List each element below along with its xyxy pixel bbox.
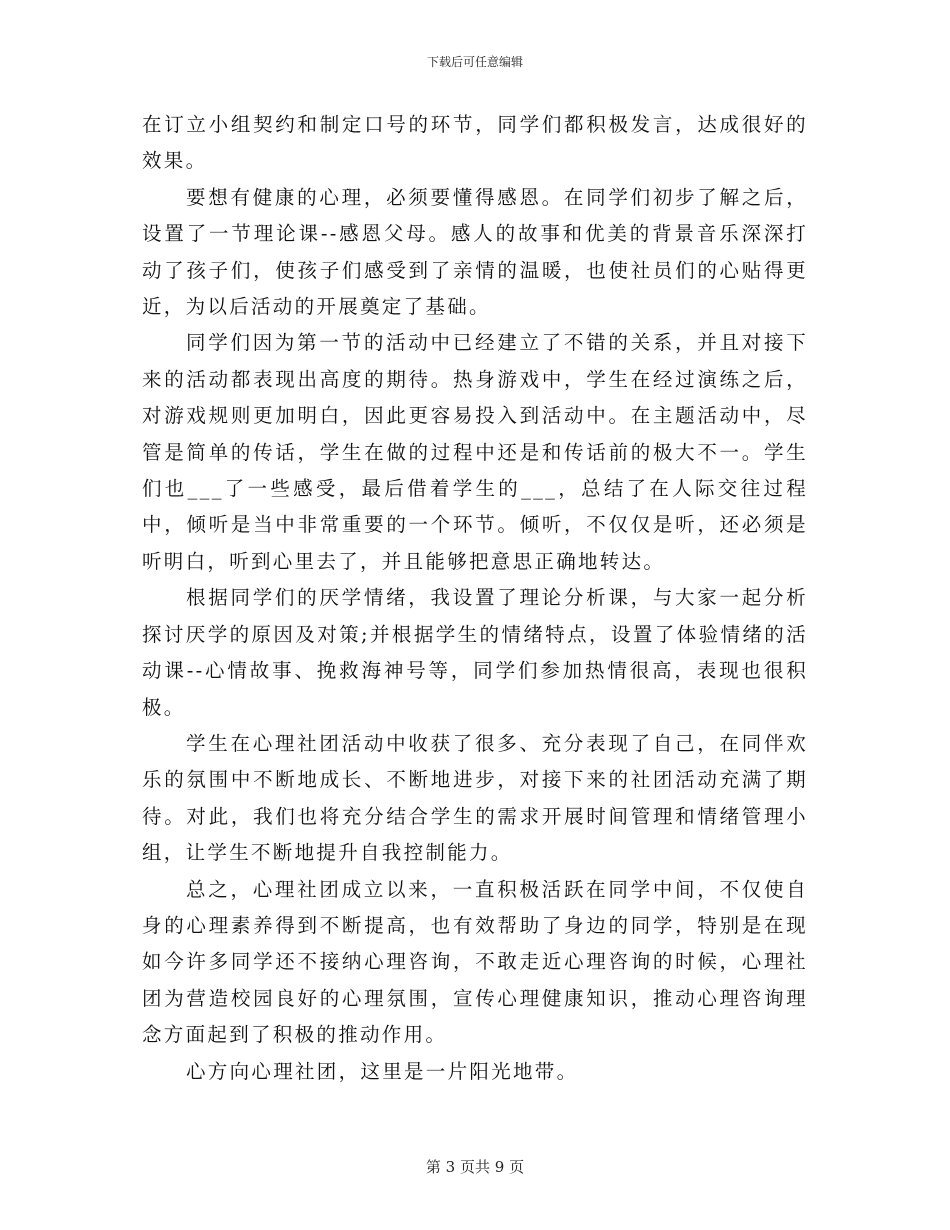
page-header: 下载后可任意编辑 [426,55,523,69]
paragraph-2: 要想有健康的心理，必须要懂得感恩。在同学们初步了解之后，设置了一节理论课--感恩父母。感人的故事和优美的背景音乐深深打动了孩子们，使孩子们感受到了亲情的温暖，也使社员们的心贴得更近，为以后活动的开展奠定了基础。 [142,185,808,319]
paragraph-6: 总之，心理社团成立以来，一直积极活跃在同学中间，不仅使自身的心理素养得到不断提高，也有效帮助了身边的同学，特别是在现如今许多同学还不接纳心理咨询，不敢走近心理咨询的时候，心理社团为营造校园良好的心理氛围，宣传心理健康知识，推动心理咨询理念方面起到了积极的推动作用。 [142,877,808,1047]
paragraph-3: 同学们因为第一节的活动中已经建立了不错的关系，并且对接下来的活动都表现出高度的期待。热身游戏中，学生在经过演练之后，对游戏规则更加明白，因此更容易投入到活动中。在主题活动中，尽管是简单的传话，学生在做的过程中还是和传话前的极大不一。学生们也___了一些感受，最后借着学生的___，总结了在人际交往过程中，倾听是当中非常重要的一个环节。倾听，不仅仅是听，还必须是听明白，听到心里去了，并且能够把意思正确地转达。 [142,331,808,573]
paragraph-1: 在订立小组契约和制定口号的环节，同学们都积极发言，达成很好的效果。 [142,113,808,173]
paragraph-7: 心方向心理社团，这里是一片阳光地带。 [186,1059,579,1083]
page-footer: 第 3 页共 9 页 [425,1158,525,1176]
paragraph-4: 根据同学们的厌学情绪，我设置了理论分析课，与大家一起分析探讨厌学的原因及对策;并根据学生的情绪特点，设置了体验情绪的活动课--心情故事、挽救海神号等，同学们参加热情很高，表现也很积极。 [142,586,808,719]
paragraph-5: 学生在心理社团活动中收获了很多、充分表现了自己，在同伴欢乐的氛围中不断地成长、不断地进步，对接下来的社团活动充满了期待。对此，我们也将充分结合学生的需求开展时间管理和情绪管理小组，让学生不断地提升自我控制能力。 [142,731,808,865]
document-body [142,107,808,1090]
